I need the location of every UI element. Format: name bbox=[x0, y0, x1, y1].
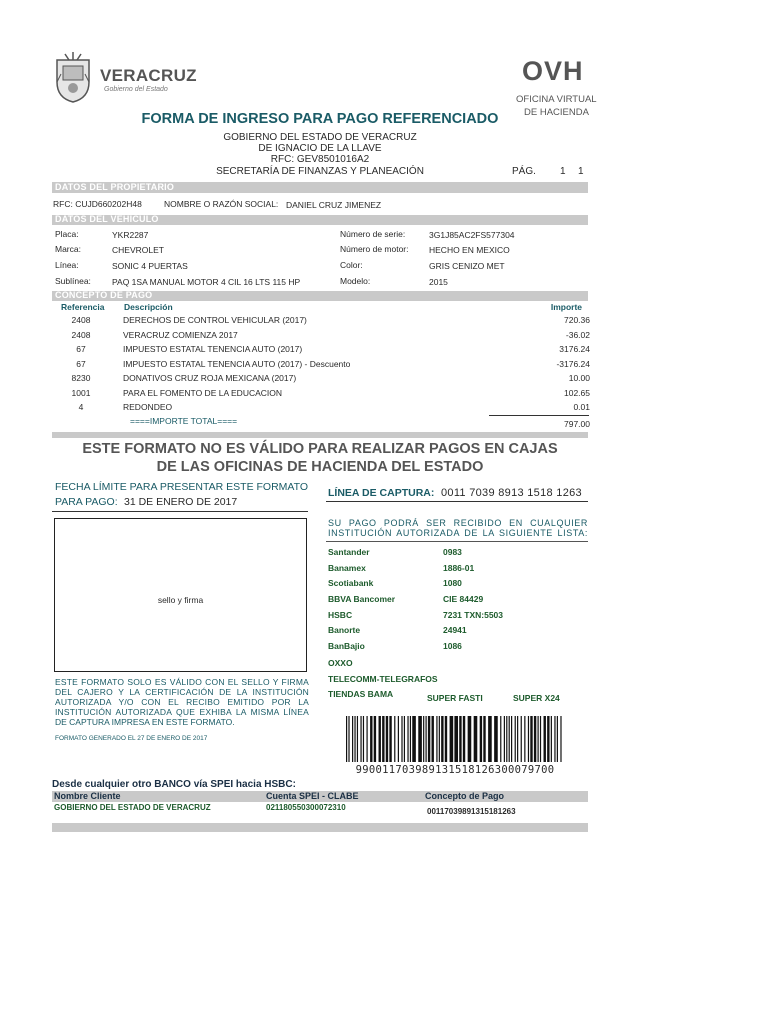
brand-value: CHEVROLET bbox=[112, 245, 164, 255]
row-ref: 2408 bbox=[71, 329, 91, 340]
coat-of-arms-icon bbox=[52, 52, 94, 104]
notice-line-2: DEL CAJERO Y LA CERTIFICACIÓN DE LA INSTITUCIÓN bbox=[55, 687, 309, 697]
deadline-line-2-label: PARA PAGO: bbox=[55, 496, 118, 508]
barcode-bar bbox=[346, 716, 347, 762]
bank-code: 1886-01 bbox=[443, 562, 475, 573]
barcode-bar bbox=[538, 716, 539, 762]
bank-name: Banamex bbox=[328, 562, 366, 573]
row-amount: 720.36 bbox=[564, 315, 590, 325]
barcode-bar bbox=[540, 716, 541, 762]
bank-code: 1080 bbox=[443, 578, 462, 588]
barcode-bar bbox=[463, 716, 465, 762]
barcode-text: 990011703989131518126300079700 bbox=[355, 764, 555, 776]
warning-line-2: DE LAS OFICINAS DE HACIENDA DEL ESTADO bbox=[156, 459, 484, 475]
vehicle-section-title: DATOS DEL VEHÍCULO bbox=[55, 214, 159, 224]
header-line-1: GOBIERNO DEL ESTADO DE VERACRUZ bbox=[223, 132, 417, 143]
veracruz-subtitle: Gobierno del Estado bbox=[104, 86, 168, 93]
bank-code: 24941 bbox=[443, 625, 467, 635]
barcode-bar bbox=[530, 716, 532, 762]
bank-name: Banorte bbox=[328, 625, 361, 635]
col-ref-header: Referencia bbox=[61, 302, 105, 312]
barcode-bar bbox=[432, 716, 434, 762]
row-ref: 8230 bbox=[71, 373, 91, 383]
serial-value: 3G1J85AC2FS577304 bbox=[429, 230, 515, 240]
bank-name: BBVA Bancomer bbox=[328, 594, 396, 604]
bank-name: HSBC bbox=[328, 609, 353, 620]
col-amount-header: Importe bbox=[550, 302, 582, 312]
spei-account: 021180550300072310 bbox=[266, 803, 346, 812]
store-telecomm: TELECOMM-TELEGRAFOS bbox=[328, 674, 438, 684]
stamp-box bbox=[54, 518, 307, 672]
spei-footer-bar bbox=[52, 823, 588, 832]
engine-value: HECHO EN MEXICO bbox=[429, 245, 510, 255]
bank-code: 7231 TXN:5503 bbox=[443, 609, 504, 620]
barcode-bar bbox=[370, 716, 372, 762]
barcode-bar bbox=[544, 716, 546, 762]
row-desc: VERACRUZ COMIENZA 2017 bbox=[123, 329, 238, 340]
barcode-bar bbox=[521, 716, 522, 762]
spei-concept: 00117039891315181263 bbox=[427, 807, 516, 816]
banks-list bbox=[328, 547, 588, 659]
line-value: SONIC 4 PUERTAS bbox=[112, 261, 188, 271]
barcode-bar bbox=[504, 716, 505, 762]
table-row bbox=[52, 343, 588, 357]
row-desc: IMPUESTO ESTATAL TENENCIA AUTO (2017) bbox=[123, 344, 303, 354]
vehicle-block bbox=[52, 228, 588, 292]
subline-label: Sublínea: bbox=[55, 276, 91, 286]
page-title: FORMA DE INGRESO PARA PAGO REFERENCIADO bbox=[141, 111, 499, 127]
barcode-bar bbox=[348, 716, 349, 762]
model-label: Modelo: bbox=[340, 276, 371, 286]
notice-line-4: INSTITUCIÓN AUTORIZADA QUE EXHIBA LA MISMA LÍNEA bbox=[55, 707, 309, 717]
color-label: Color: bbox=[340, 260, 363, 270]
spei-col-account: Cuenta SPEI - CLABE bbox=[266, 791, 359, 801]
barcode-bar bbox=[488, 716, 492, 762]
banks-intro-line-2: INSTITUCIÓN AUTORIZADA DE LA SIGUIENTE LISTA: bbox=[328, 528, 588, 538]
barcode-bar bbox=[382, 716, 384, 762]
owner-name-value: DANIEL CRUZ JIMENEZ bbox=[286, 200, 382, 210]
table-row bbox=[52, 372, 588, 386]
notice-line-1: ESTE FORMATO SOLO ES VÁLIDO CON EL SELLO Y FIRMA bbox=[55, 677, 309, 687]
col-desc-header: Descripción bbox=[124, 302, 173, 312]
bank-name: BanBajio bbox=[328, 641, 365, 651]
generated-date: FORMATO GENERADO EL 27 DE ENERO DE 2017 bbox=[55, 735, 208, 742]
bank-code: 0983 bbox=[443, 547, 462, 557]
barcode-bar bbox=[394, 716, 395, 762]
barcode-bar bbox=[404, 716, 405, 762]
row-ref: 67 bbox=[76, 344, 86, 354]
row-ref: 1001 bbox=[71, 387, 91, 398]
barcode-bar bbox=[407, 716, 408, 762]
bank-code: CIE 84429 bbox=[443, 594, 484, 604]
deadline-date: 31 DE ENERO DE 2017 bbox=[124, 496, 238, 508]
barcode-bar bbox=[515, 716, 516, 762]
row-ref: 2408 bbox=[71, 315, 91, 325]
table-row bbox=[52, 358, 588, 372]
row-amount: -36.02 bbox=[565, 329, 590, 340]
barcode-bar bbox=[425, 716, 426, 762]
ovh-line2: DE HACIENDA bbox=[524, 107, 589, 118]
barcode-bar bbox=[357, 716, 358, 762]
store-bama: TIENDAS BAMA bbox=[328, 689, 394, 699]
owner-name-label: NOMBRE O RAZÓN SOCIAL: bbox=[164, 199, 279, 209]
barcode-bar bbox=[418, 716, 422, 762]
row-desc: PARA EL FOMENTO DE LA EDUCACION bbox=[123, 387, 283, 398]
row-desc: REDONDEO bbox=[123, 402, 173, 412]
page-total: 1 bbox=[578, 166, 584, 177]
barcode-bar bbox=[500, 716, 501, 762]
engine-label: Número de motor: bbox=[340, 244, 409, 254]
row-ref: 67 bbox=[76, 358, 86, 369]
barcode-bar bbox=[363, 716, 364, 762]
table-row bbox=[52, 387, 588, 401]
capture-value: 0011 7039 8913 1518 1263 bbox=[441, 487, 582, 499]
barcode-bar bbox=[557, 716, 558, 762]
barcode-bar bbox=[423, 716, 424, 762]
barcode-bar bbox=[360, 716, 361, 762]
table-row bbox=[52, 401, 588, 415]
notice-line-5: DE CAPTURA IMPRESA EN ESTE FORMATO. bbox=[55, 717, 235, 727]
barcode-bar bbox=[441, 716, 443, 762]
stamp-label: sello y firma bbox=[157, 595, 204, 605]
barcode-bar bbox=[468, 716, 472, 762]
barcode-bar bbox=[379, 716, 381, 762]
barcode-bar bbox=[511, 716, 512, 762]
row-amount: -3176.24 bbox=[556, 358, 590, 369]
capture-label: LÍNEA DE CAPTURA: bbox=[328, 487, 435, 499]
plate-label: Placa: bbox=[55, 229, 79, 239]
concept-section-title: CONCEPTO DE PAGO bbox=[55, 290, 153, 300]
ovh-line1: OFICINA VIRTUAL bbox=[516, 94, 597, 105]
total-rule bbox=[489, 415, 589, 416]
row-amount: 3176.24 bbox=[559, 344, 590, 354]
banks-rule bbox=[326, 541, 588, 542]
barcode-bar bbox=[428, 716, 430, 762]
row-ref: 4 bbox=[78, 402, 84, 412]
barcode-bar bbox=[410, 716, 411, 762]
spei-title: Desde cualquier otro BANCO vía SPEI hacia HSBC: bbox=[52, 779, 296, 790]
vehicle-section-bar bbox=[52, 215, 588, 225]
barcode-bar bbox=[366, 716, 367, 762]
bank-code: 1086 bbox=[443, 641, 462, 651]
barcode-bar bbox=[517, 716, 518, 762]
barcode-bar bbox=[474, 716, 478, 762]
barcode-bar bbox=[354, 716, 355, 762]
barcode-bar bbox=[389, 716, 391, 762]
bank-name: Santander bbox=[328, 547, 370, 557]
barcode-graphic bbox=[346, 716, 564, 762]
row-desc: DERECHOS DE CONTROL VEHICULAR (2017) bbox=[123, 315, 307, 325]
concept-rows bbox=[52, 314, 588, 414]
brand-label: Marca: bbox=[55, 244, 81, 254]
barcode-bar bbox=[459, 716, 461, 762]
header-line-4: SECRETARÍA DE FINANZAS Y PLANEACIÓN bbox=[216, 166, 424, 177]
barcode-bar bbox=[534, 716, 536, 762]
barcode-bar bbox=[506, 716, 507, 762]
deadline-underline bbox=[52, 511, 308, 512]
barcode-bar bbox=[524, 716, 525, 762]
barcode-bar bbox=[450, 716, 454, 762]
owner-rfc: RFC: CUJD660202H48 bbox=[53, 199, 142, 209]
page-label: PÁG. bbox=[512, 166, 536, 177]
spei-col-concept: Concepto de Pago bbox=[425, 791, 505, 801]
veracruz-wordmark: VERACRUZ bbox=[100, 66, 197, 85]
barcode-bar bbox=[494, 716, 498, 762]
color-value: GRIS CENIZO MET bbox=[429, 261, 505, 271]
table-row bbox=[52, 314, 588, 328]
barcode-bar bbox=[554, 716, 555, 762]
barcode-bar bbox=[560, 716, 561, 762]
serial-label: Número de serie: bbox=[340, 229, 406, 239]
line-label: Línea: bbox=[55, 260, 79, 270]
barcode-bar bbox=[547, 716, 549, 762]
barcode-bar bbox=[386, 716, 388, 762]
total-label: ====IMPORTE TOTAL==== bbox=[130, 416, 238, 426]
row-desc: DONATIVOS CRUZ ROJA MEXICANA (2017) bbox=[123, 373, 297, 383]
total-amount: 797.00 bbox=[564, 419, 590, 429]
divider-bar bbox=[52, 432, 588, 438]
barcode-bar bbox=[436, 716, 437, 762]
barcode-bar bbox=[352, 716, 353, 762]
store-fasti: SUPER FASTI bbox=[427, 693, 483, 703]
page-number: 1 bbox=[560, 166, 566, 177]
owner-section-bar bbox=[52, 182, 588, 193]
row-amount: 102.65 bbox=[564, 387, 590, 398]
ovh-wordmark: OVH bbox=[522, 56, 584, 86]
deadline-line-1: FECHA LÍMITE PARA PRESENTAR ESTE FORMATO bbox=[55, 481, 309, 493]
row-desc: IMPUESTO ESTATAL TENENCIA AUTO (2017) - Descuento bbox=[123, 358, 351, 369]
model-value: 2015 bbox=[429, 277, 448, 287]
barcode-bar bbox=[412, 716, 416, 762]
notice-line-3: AUTORIZADA Y/O CON EL RECIBO EMITIDO POR LA bbox=[55, 697, 309, 707]
owner-section-title: DATOS DEL PROPIETARIO bbox=[55, 182, 175, 192]
store-x24: SUPER X24 bbox=[513, 693, 560, 703]
barcode-bar bbox=[445, 716, 447, 762]
barcode-bar bbox=[483, 716, 485, 762]
concept-section-bar bbox=[52, 291, 588, 301]
subline-value: PAQ 1SA MANUAL MOTOR 4 CIL 16 LTS 115 HP bbox=[112, 277, 301, 287]
spei-client: GOBIERNO DEL ESTADO DE VERACRUZ bbox=[54, 803, 211, 812]
warning-line-1: ESTE FORMATO NO ES VÁLIDO PARA REALIZAR PAGOS EN CAJAS bbox=[82, 441, 558, 457]
plate-value: YKR2287 bbox=[112, 230, 149, 240]
barcode-bar bbox=[439, 716, 440, 762]
veracruz-logo bbox=[52, 52, 197, 106]
barcode-bar bbox=[551, 716, 552, 762]
barcode-bar bbox=[398, 716, 399, 762]
store-oxxo: OXXO bbox=[328, 658, 353, 668]
spei-col-client: Nombre Cliente bbox=[54, 791, 121, 801]
barcode-bar bbox=[509, 716, 510, 762]
row-amount: 0.01 bbox=[573, 402, 590, 412]
banks-intro-line-1: SU PAGO PODRÁ SER RECIBIDO EN CUALQUIER bbox=[328, 518, 588, 528]
barcode-bar bbox=[528, 716, 529, 762]
barcode-bar bbox=[401, 716, 402, 762]
row-amount: 10.00 bbox=[568, 373, 590, 383]
header-line-3: RFC: GEV8501016A2 bbox=[270, 154, 370, 165]
barcode-bar bbox=[374, 716, 376, 762]
barcode bbox=[346, 716, 564, 762]
table-row bbox=[52, 329, 588, 343]
header-line-2: DE IGNACIO DE LA LLAVE bbox=[258, 143, 382, 154]
barcode-bar bbox=[454, 716, 458, 762]
capture-underline bbox=[326, 501, 588, 502]
bank-name: Scotiabank bbox=[328, 578, 374, 588]
barcode-bar bbox=[480, 716, 482, 762]
